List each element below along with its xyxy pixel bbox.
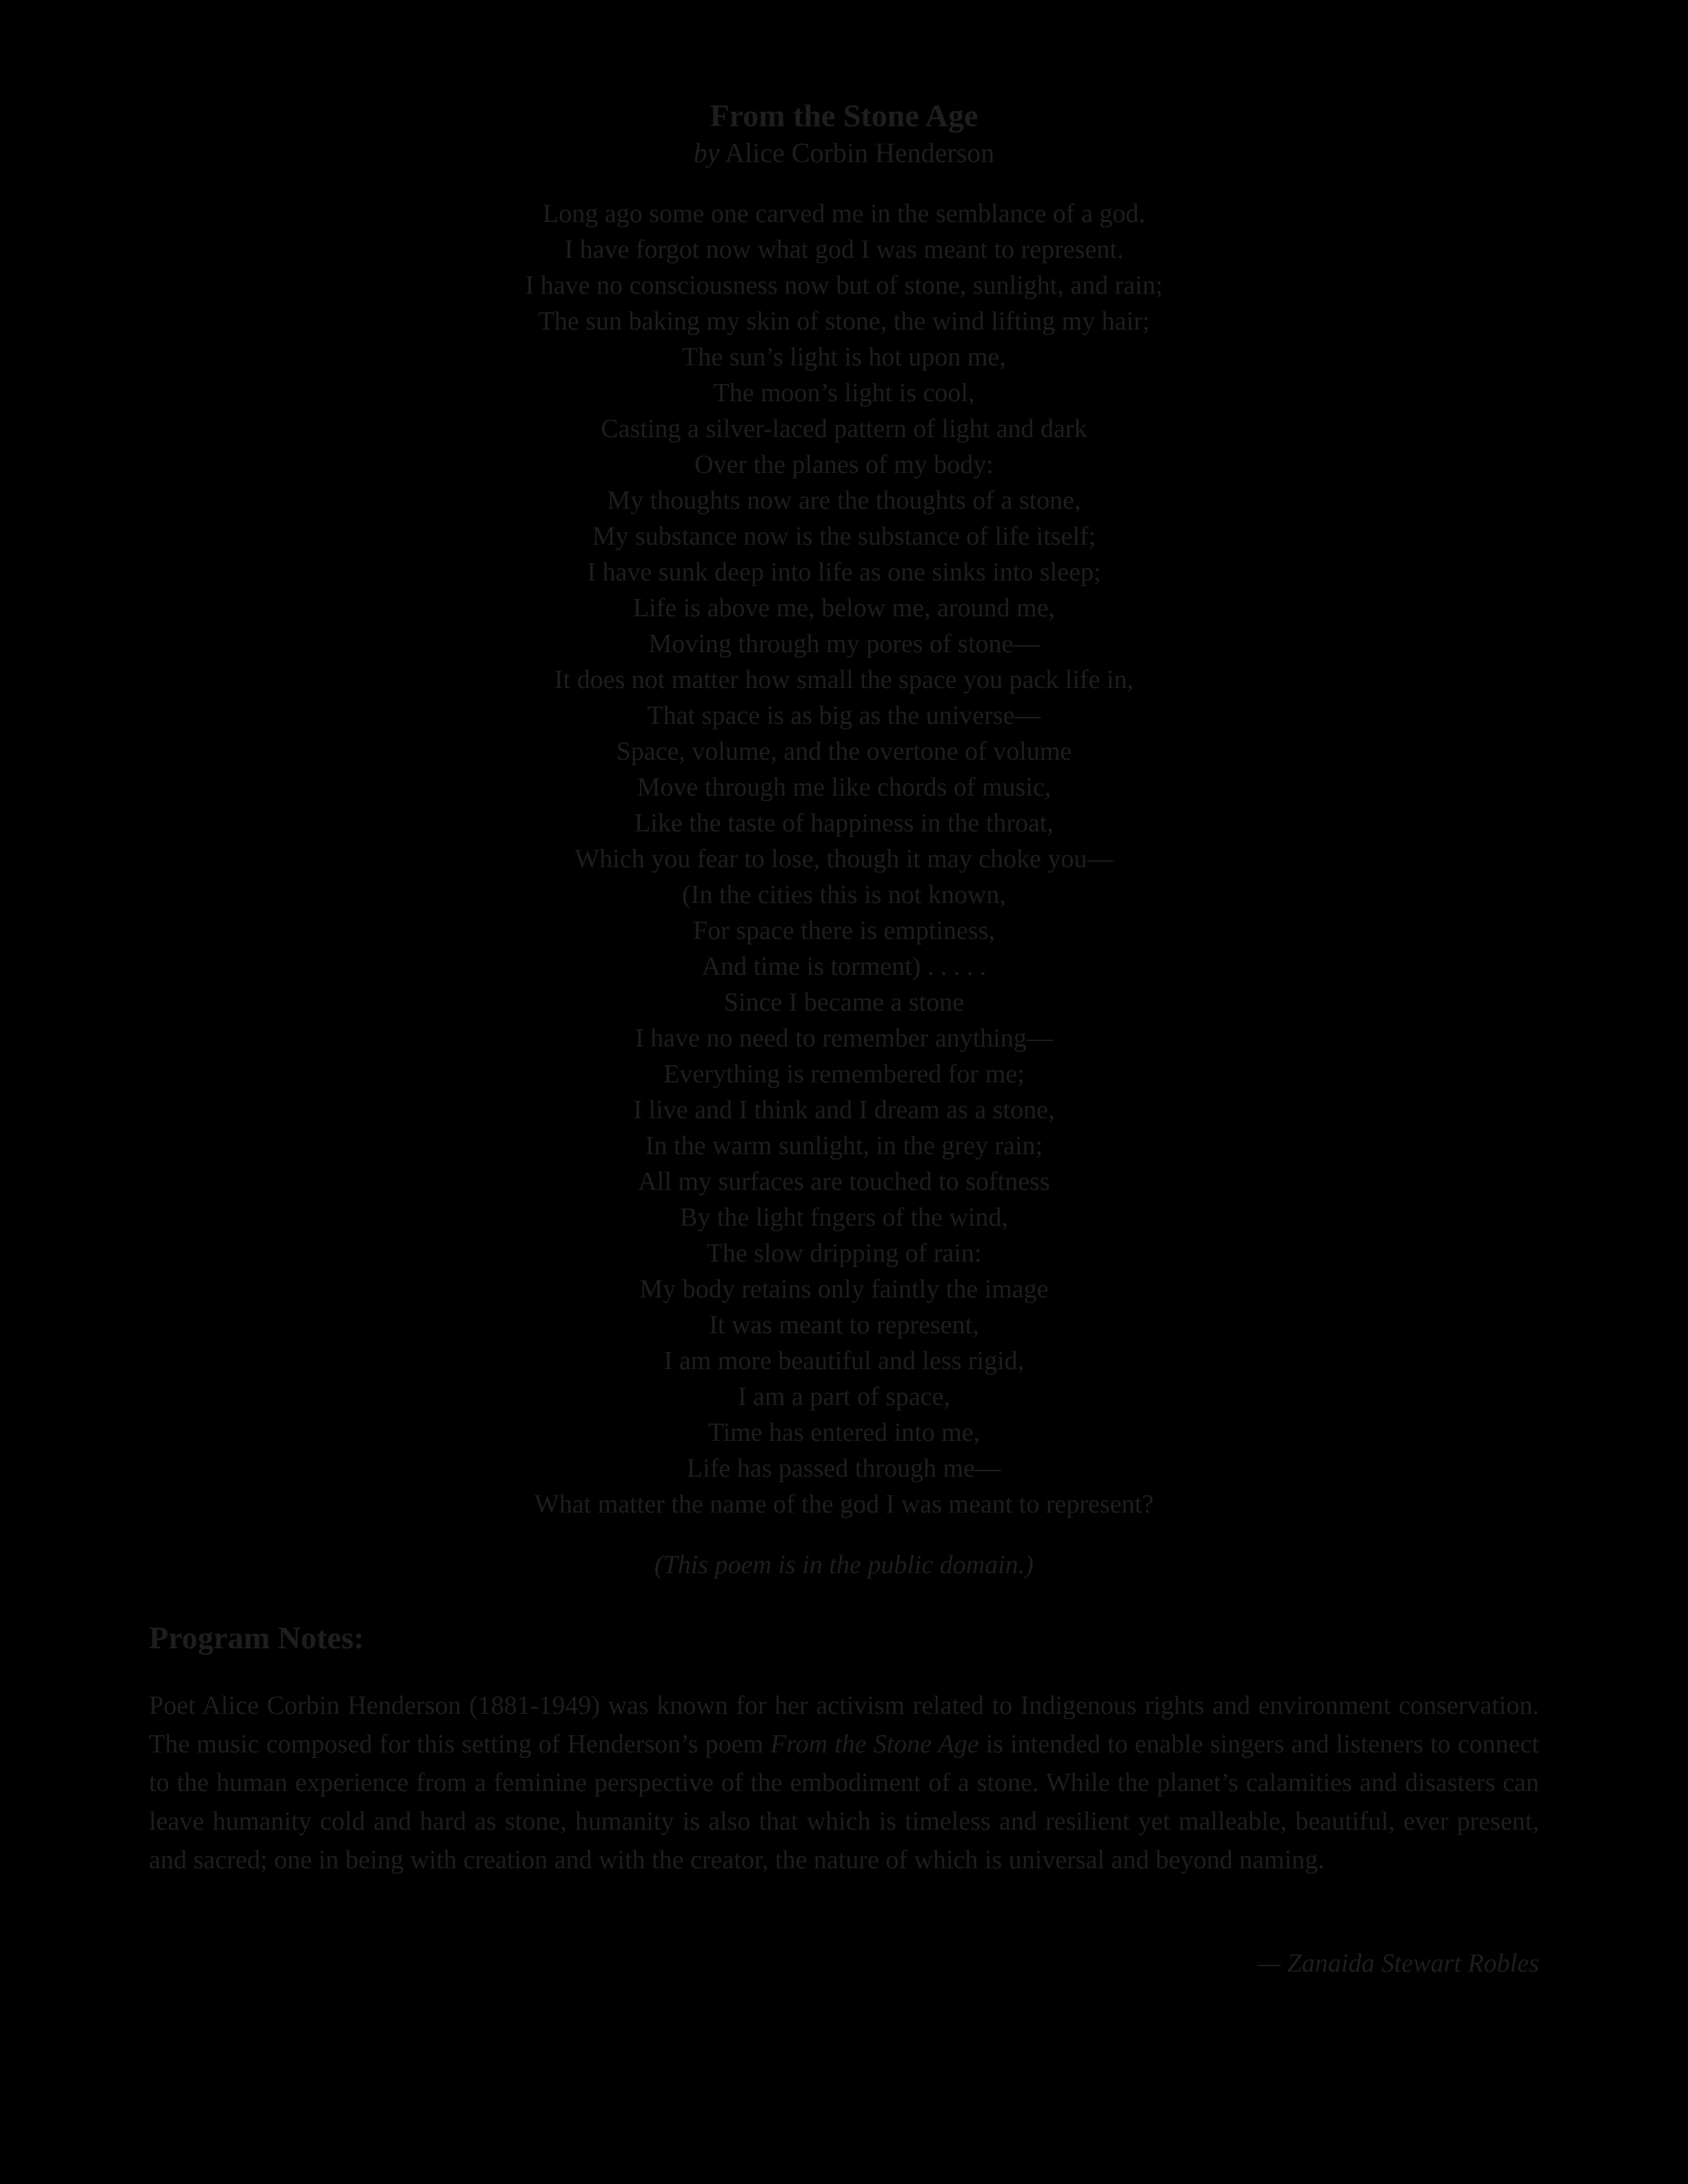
byline-prefix: by: [693, 137, 720, 168]
poem-line: All my surfaces are touched to softness: [638, 1167, 1050, 1196]
poem-line: Long ago some one carved me in the semblance of a god.: [543, 199, 1145, 228]
poem-title: From the Stone Age: [710, 98, 978, 133]
poem-line: The moon’s light is cool,: [713, 378, 975, 407]
poem-line: By the light fngers of the wind,: [680, 1203, 1008, 1232]
poem-line: Which you fear to lose, though it may choke you—: [574, 845, 1114, 873]
poem-author: Alice Corbin Henderson: [725, 137, 995, 168]
poem-line: That space is as big as the universe—: [647, 701, 1041, 730]
poem-line: For space there is emptiness,: [693, 916, 995, 945]
poem-line: I am a part of space,: [737, 1382, 951, 1411]
poem-line: I have sunk deep into life as one sinks into sleep;: [587, 558, 1101, 587]
poem-line: In the warm sunlight, in the grey rain;: [645, 1131, 1043, 1160]
poem-byline: [0, 135, 1688, 171]
notes-text-after-title: is intended to enable singers and listeners to connect to the human experience from a feminine perspective of the embodiment of a stone. While the planet’s calamities and disasters can leave humanity cold and hard as stone, humanity is also that which is timeless and resilient yet malleable, beautiful, ever present, and sacred; one in being with creation and with the creator, the nature of which is universal and beyond naming.: [149, 1730, 1539, 1874]
notes-text-before-title: Poet Alice Corbin Henderson (1881-1949) was known for her activism related to Indigenous rights and environment conservation. The music composed for this setting of Henderson’s poem: [149, 1691, 1539, 1759]
poem-line: It does not matter how small the space you pack life in,: [554, 665, 1134, 694]
poem-line: My thoughts now are the thoughts of a stone,: [607, 486, 1081, 515]
poem-line: The slow dripping of rain:: [706, 1239, 982, 1268]
program-notes-heading: Program Notes:: [149, 1620, 365, 1655]
poem-header: [0, 97, 1688, 171]
poem-line: My body retains only faintly the image: [639, 1275, 1049, 1304]
program-notes-body: [149, 1686, 1539, 1879]
poem-line: I have no need to remember anything—: [635, 1024, 1053, 1053]
poem-line: Moving through my pores of stone—: [648, 629, 1040, 658]
public-domain-note: (This poem is in the public domain.): [654, 1550, 1034, 1579]
poem-line: Since I became a stone: [723, 988, 965, 1017]
poem-line: What matter the name of the god I was meant to represent?: [534, 1490, 1154, 1519]
poem-line: I have forgot now what god I was meant to represent.: [564, 235, 1124, 264]
poem-line: It was meant to represent,: [709, 1311, 979, 1339]
program-notes-signature: — Zanaida Stewart Robles: [1257, 1949, 1539, 1978]
poem-line: I am more beautiful and less rigid,: [663, 1346, 1025, 1375]
poem-line: The sun baking my skin of stone, the wind lifting my hair;: [538, 307, 1150, 336]
poem-line: Space, volume, and the overtone of volume: [616, 737, 1072, 766]
poem-line: My substance now is the substance of life itself;: [592, 522, 1096, 551]
poem-body: [0, 196, 1688, 1522]
poem-line: (In the cities this is not known,: [682, 880, 1006, 909]
poem-line: Everything is remembered for me;: [663, 1060, 1025, 1089]
notes-work-title: From the Stone Age: [770, 1730, 979, 1759]
poem-line: Casting a silver-laced pattern of light and dark: [601, 414, 1087, 443]
poem-line: Like the taste of happiness in the throat,: [634, 809, 1054, 838]
poem-line: Life is above me, below me, around me,: [632, 594, 1056, 623]
poem-line: I live and I think and I dream as a stone,: [633, 1095, 1055, 1124]
poem-line: And time is torment) . . . . .: [701, 952, 987, 981]
poem-line: Time has entered into me,: [707, 1418, 981, 1447]
poem-line: Life has passed through me—: [687, 1454, 1001, 1483]
poem-line: The sun’s light is hot upon me,: [682, 343, 1006, 372]
poem-line: Move through me like chords of music,: [636, 773, 1052, 802]
poem-line: Over the planes of my body:: [694, 450, 994, 479]
poem-line: I have no consciousness now but of stone, sunlight, and rain;: [525, 271, 1163, 300]
